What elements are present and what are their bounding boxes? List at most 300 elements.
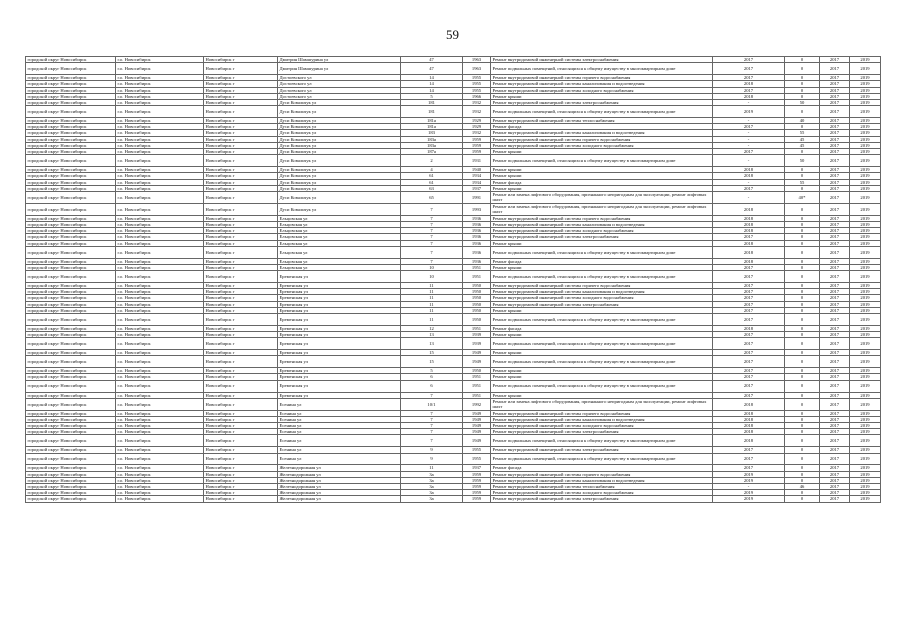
work-type-cell: Ремонт крыши [491,307,713,313]
wear-cell: 0 [785,429,820,435]
city-cell: Новосибирск г [204,130,278,136]
street-cell: Дуси Ковальчук ул [278,118,401,124]
end-year-cell: 2019 [850,155,881,167]
work-type-cell: Ремонт внутридомовой инженерной системы холодного водоснабжения [491,295,713,301]
city-cell: Новосибирск г [204,57,278,63]
district-cell: г.о. Новосибирск [116,142,204,148]
wear-cell: 0 [785,392,820,398]
planned-year-cell: 2017 [713,271,785,283]
work-type-cell: Ремонт подвальных помещений, относящихся к общему имуществу в многоквартирном доме [491,453,713,465]
wear-cell: 0 [785,350,820,356]
wear-cell: 50 [785,155,820,167]
work-type-cell: Ремонт внутридомовой инженерной системы канализования и водоотведения [491,416,713,422]
district-cell: г.о. Новосибирск [116,325,204,331]
municipality-cell: городской округ Новосибирск [26,350,116,356]
city-cell: Новосибирск г [204,258,278,264]
municipality-cell: городской округ Новосибирск [26,118,116,124]
municipality-cell: городской округ Новосибирск [26,282,116,288]
build-year-cell: 1959 [463,149,491,155]
end-year-cell: 2019 [850,93,881,99]
table-row [26,356,881,368]
municipality-cell: городской округ Новосибирск [26,63,116,75]
planned-year-cell: 2018 [713,398,785,410]
end-year-cell: 2019 [850,264,881,270]
build-year-cell: 1949 [463,356,491,368]
district-cell: г.о. Новосибирск [116,380,204,392]
build-year-cell: 1950 [463,307,491,313]
work-type-cell: Ремонт крыши [491,392,713,398]
street-cell: Достоевского ул [278,93,401,99]
work-type-cell: Ремонт крыши [491,350,713,356]
city-cell: Новосибирск г [204,63,278,75]
street-cell: Дуси Ковальчук ул [278,130,401,136]
city-cell: Новосибирск г [204,356,278,368]
district-cell: г.о. Новосибирск [116,81,204,87]
planned-year-cell: 2019 [713,496,785,502]
street-cell: Дмитрия Шамшурина ул [278,57,401,63]
municipality-cell: городской округ Новосибирск [26,325,116,331]
start-year-cell: 2017 [820,185,850,191]
work-type-cell: Ремонт подвальных помещений, относящихся к общему имуществу в многоквартирном доме [491,356,713,368]
build-year-cell: 1993 [463,203,491,215]
wear-cell: 0 [785,173,820,179]
house-number-cell: 4 [401,167,463,173]
build-year-cell: 1959 [463,484,491,490]
wear-cell: 55 [785,179,820,185]
district-cell: г.о. Новосибирск [116,435,204,447]
planned-year-cell: 2017 [713,63,785,75]
street-cell: Есенина ул [278,435,401,447]
city-cell: Новосибирск г [204,410,278,416]
wear-cell: 0 [785,271,820,283]
planned-year-cell: - [713,179,785,185]
work-type-cell: Ремонт или замена лифтового оборудования, признанного непригодным для эксплуатации, ремонт лифтовых шахт [491,203,713,215]
start-year-cell: 2017 [820,471,850,477]
build-year-cell: 1951 [463,271,491,283]
build-year-cell: 1963 [463,57,491,63]
planned-year-cell: 2017 [713,264,785,270]
municipality-cell: городской округ Новосибирск [26,447,116,453]
street-cell: Достоевского ул [278,75,401,81]
start-year-cell: 2017 [820,282,850,288]
wear-cell: 0 [785,63,820,75]
house-number-cell: 47 [401,57,463,63]
build-year-cell: 1949 [463,350,491,356]
start-year-cell: 2017 [820,416,850,422]
house-number-cell: 11 [401,465,463,471]
end-year-cell: 2019 [850,338,881,350]
end-year-cell: 2019 [850,490,881,496]
district-cell: г.о. Новосибирск [116,93,204,99]
planned-year-cell: - [713,136,785,142]
wear-cell: 0 [785,289,820,295]
build-year-cell: 1951 [463,374,491,380]
street-cell: Дуси Ковальчук ул [278,149,401,155]
end-year-cell: 2019 [850,191,881,203]
table-row [26,453,881,465]
street-cell: Достоевского ул [278,81,401,87]
wear-cell: 0 [785,240,820,246]
build-year-cell: 1937 [463,465,491,471]
district-cell: г.о. Новосибирск [116,106,204,118]
end-year-cell: 2019 [850,118,881,124]
municipality-cell: городской округ Новосибирск [26,99,116,105]
district-cell: г.о. Новосибирск [116,447,204,453]
end-year-cell: 2019 [850,410,881,416]
planned-year-cell: 2017 [713,313,785,325]
work-type-cell: Ремонт крыши [491,332,713,338]
district-cell: г.о. Новосибирск [116,203,204,215]
city-cell: Новосибирск г [204,185,278,191]
planned-year-cell: - [713,484,785,490]
city-cell: Новосибирск г [204,465,278,471]
table-row [26,435,881,447]
district-cell: г.о. Новосибирск [116,282,204,288]
municipality-cell: городской округ Новосибирск [26,484,116,490]
end-year-cell: 2019 [850,374,881,380]
planned-year-cell: 2017 [713,332,785,338]
table-row [26,380,881,392]
municipality-cell: городской округ Новосибирск [26,228,116,234]
municipality-cell: городской округ Новосибирск [26,167,116,173]
build-year-cell: 1929 [463,124,491,130]
start-year-cell: 2017 [820,87,850,93]
work-type-cell: Ремонт внутридомовой инженерной системы канализования и водоотведения [491,477,713,483]
district-cell: г.о. Новосибирск [116,496,204,502]
street-cell: Есенина ул [278,453,401,465]
start-year-cell: 2017 [820,477,850,483]
city-cell: Новосибирск г [204,155,278,167]
work-type-cell: Ремонт внутридомовой инженерной системы канализования и водоотведения [491,81,713,87]
municipality-cell: городской округ Новосибирск [26,87,116,93]
wear-cell: 45 [785,136,820,142]
street-cell: Еременская ул [278,392,401,398]
wear-cell: 0 [785,301,820,307]
municipality-cell: городской округ Новосибирск [26,490,116,496]
house-number-cell: 9 [401,453,463,465]
start-year-cell: 2017 [820,484,850,490]
end-year-cell: 2019 [850,173,881,179]
city-cell: Новосибирск г [204,99,278,105]
table-row [26,338,881,350]
city-cell: Новосибирск г [204,307,278,313]
work-type-cell: Ремонт или замена лифтового оборудования, признанного непригодным для эксплуатации, ремонт лифтовых шахт [491,191,713,203]
planned-year-cell: - [713,142,785,148]
planned-year-cell: 2017 [713,447,785,453]
street-cell: Еременская ул [278,301,401,307]
house-number-cell: 14 [401,81,463,87]
municipality-cell: городской округ Новосибирск [26,57,116,63]
municipality-cell: городской округ Новосибирск [26,465,116,471]
municipality-cell: городской округ Новосибирск [26,356,116,368]
street-cell: Дуси Ковальчук ул [278,203,401,215]
city-cell: Новосибирск г [204,325,278,331]
work-type-cell: Ремонт внутридомовой инженерной системы электроснабжения [491,234,713,240]
wear-cell: 0 [785,167,820,173]
district-cell: г.о. Новосибирск [116,410,204,416]
end-year-cell: 2019 [850,471,881,477]
city-cell: Новосибирск г [204,142,278,148]
start-year-cell: 2017 [820,490,850,496]
start-year-cell: 2017 [820,99,850,105]
start-year-cell: 2017 [820,258,850,264]
planned-year-cell: 2017 [713,124,785,130]
planned-year-cell: 2017 [713,185,785,191]
build-year-cell: 1963 [463,63,491,75]
planned-year-cell: 2018 [713,81,785,87]
district-cell: г.о. Новосибирск [116,271,204,283]
planned-year-cell: 2019 [713,106,785,118]
street-cell: Ельцовская ул [278,228,401,234]
district-cell: г.о. Новосибирск [116,57,204,63]
city-cell: Новосибирск г [204,490,278,496]
house-number-cell: 7 [401,221,463,227]
street-cell: Дуси Ковальчук ул [278,155,401,167]
municipality-cell: городской округ Новосибирск [26,221,116,227]
municipality-cell: городской округ Новосибирск [26,155,116,167]
municipality-cell: городской округ Новосибирск [26,185,116,191]
street-cell: Дуси Ковальчук ул [278,106,401,118]
planned-year-cell: 2018 [713,416,785,422]
start-year-cell: 2017 [820,246,850,258]
municipality-cell: городской округ Новосибирск [26,423,116,429]
wear-cell: 0 [785,57,820,63]
house-number-cell: 183а [401,136,463,142]
planned-year-cell: 2017 [713,350,785,356]
build-year-cell: 1934 [463,173,491,179]
end-year-cell: 2019 [850,221,881,227]
district-cell: г.о. Новосибирск [116,240,204,246]
end-year-cell: 2019 [850,301,881,307]
street-cell: Железнодорожная ул [278,471,401,477]
wear-cell: 0 [785,234,820,240]
city-cell: Новосибирск г [204,240,278,246]
city-cell: Новосибирск г [204,106,278,118]
street-cell: Ельцовская ул [278,234,401,240]
house-number-cell: 9 [401,447,463,453]
start-year-cell: 2017 [820,155,850,167]
wear-cell: 0 [785,490,820,496]
planned-year-cell: 2017 [713,374,785,380]
wear-cell: 0 [785,221,820,227]
end-year-cell: 2019 [850,87,881,93]
start-year-cell: 2017 [820,410,850,416]
end-year-cell: 2019 [850,484,881,490]
end-year-cell: 2019 [850,332,881,338]
wear-cell: 0 [785,282,820,288]
house-number-cell: 6 [401,374,463,380]
planned-year-cell: - [713,130,785,136]
district-cell: г.о. Новосибирск [116,63,204,75]
district-cell: г.о. Новосибирск [116,215,204,221]
street-cell: Железнодорожная ул [278,490,401,496]
work-type-cell: Ремонт подвальных помещений, относящихся к общему имуществу в многоквартирном доме [491,313,713,325]
build-year-cell: 1936 [463,228,491,234]
work-type-cell: Ремонт внутридомовой инженерной системы электроснабжения [491,447,713,453]
street-cell: Дуси Ковальчук ул [278,191,401,203]
district-cell: г.о. Новосибирск [116,124,204,130]
start-year-cell: 2017 [820,173,850,179]
build-year-cell: 1936 [463,221,491,227]
work-type-cell: Ремонт крыши [491,374,713,380]
end-year-cell: 2019 [850,81,881,87]
wear-cell: 0 [785,453,820,465]
street-cell: Дуси Ковальчук ул [278,173,401,179]
municipality-cell: городской округ Новосибирск [26,368,116,374]
house-number-cell: 65 [401,191,463,203]
work-type-cell: Ремонт крыши [491,368,713,374]
city-cell: Новосибирск г [204,264,278,270]
house-number-cell: 183а [401,142,463,148]
work-type-cell: Ремонт внутридомовой инженерной системы канализования и водоотведения [491,130,713,136]
municipality-cell: городской округ Новосибирск [26,301,116,307]
street-cell: Дуси Ковальчук ул [278,99,401,105]
district-cell: г.о. Новосибирск [116,398,204,410]
municipality-cell: городской округ Новосибирск [26,149,116,155]
municipality-cell: городской округ Новосибирск [26,234,116,240]
planned-year-cell: 2017 [713,149,785,155]
planned-year-cell: 2018 [713,410,785,416]
end-year-cell: 2019 [850,130,881,136]
end-year-cell: 2019 [850,228,881,234]
house-number-cell: 3а [401,471,463,477]
planned-year-cell: 2018 [713,215,785,221]
work-type-cell: Ремонт внутридомовой инженерной системы горячего водоснабжения [491,282,713,288]
district-cell: г.о. Новосибирск [116,264,204,270]
start-year-cell: 2017 [820,338,850,350]
work-type-cell: Ремонт внутридомовой инженерной системы электроснабжения [491,99,713,105]
wear-cell: 0 [785,264,820,270]
district-cell: г.о. Новосибирск [116,465,204,471]
house-number-cell: 61 [401,173,463,179]
end-year-cell: 2019 [850,234,881,240]
city-cell: Новосибирск г [204,338,278,350]
end-year-cell: 2019 [850,295,881,301]
start-year-cell: 2017 [820,81,850,87]
street-cell: Есенина ул [278,416,401,422]
start-year-cell: 2017 [820,374,850,380]
municipality-cell: городской округ Новосибирск [26,410,116,416]
street-cell: Еременская ул [278,307,401,313]
work-type-cell: Ремонт внутридомовой инженерной системы электроснабжения [491,301,713,307]
wear-cell: 0 [785,246,820,258]
district-cell: г.о. Новосибирск [116,453,204,465]
district-cell: г.о. Новосибирск [116,350,204,356]
start-year-cell: 2017 [820,368,850,374]
work-type-cell: Ремонт подвальных помещений, относящихся к общему имуществу в многоквартирном доме [491,435,713,447]
district-cell: г.о. Новосибирск [116,118,204,124]
district-cell: г.о. Новосибирск [116,234,204,240]
city-cell: Новосибирск г [204,221,278,227]
work-type-cell: Ремонт фасада [491,465,713,471]
street-cell: Есенина ул [278,429,401,435]
end-year-cell: 2019 [850,57,881,63]
planned-year-cell: - [713,155,785,167]
planned-year-cell: - [713,118,785,124]
street-cell: Дуси Ковальчук ул [278,124,401,130]
work-type-cell: Ремонт крыши [491,264,713,270]
street-cell: Еременская ул [278,295,401,301]
city-cell: Новосибирск г [204,477,278,483]
build-year-cell: 1955 [463,81,491,87]
wear-cell: 0 [785,380,820,392]
wear-cell: 46 [785,484,820,490]
district-cell: г.о. Новосибирск [116,301,204,307]
build-year-cell: 1955 [463,447,491,453]
house-number-cell: 7 [401,203,463,215]
house-number-cell: 11 [401,301,463,307]
work-type-cell: Ремонт фасада [491,258,713,264]
planned-year-cell: 2017 [713,301,785,307]
planned-year-cell: 2017 [713,368,785,374]
start-year-cell: 2017 [820,203,850,215]
end-year-cell: 2019 [850,215,881,221]
street-cell: Дуси Ковальчук ул [278,142,401,148]
city-cell: Новосибирск г [204,435,278,447]
street-cell: Железнодорожная ул [278,484,401,490]
municipality-cell: городской округ Новосибирск [26,295,116,301]
end-year-cell: 2019 [850,398,881,410]
street-cell: Еременская ул [278,368,401,374]
wear-cell: 0 [785,332,820,338]
end-year-cell: 2019 [850,380,881,392]
build-year-cell: 1949 [463,429,491,435]
municipality-cell: городской округ Новосибирск [26,477,116,483]
end-year-cell: 2019 [850,258,881,264]
municipality-cell: городской округ Новосибирск [26,75,116,81]
table-row [26,496,881,502]
municipality-cell: городской округ Новосибирск [26,471,116,477]
end-year-cell: 2019 [850,142,881,148]
build-year-cell: 1959 [463,471,491,477]
build-year-cell: 1950 [463,368,491,374]
work-type-cell: Ремонт внутридомовой инженерной системы холодного водоснабжения [491,490,713,496]
end-year-cell: 2019 [850,435,881,447]
municipality-cell: городской округ Новосибирск [26,124,116,130]
municipality-cell: городской округ Новосибирск [26,179,116,185]
planned-year-cell: - [713,99,785,105]
start-year-cell: 2017 [820,136,850,142]
start-year-cell: 2017 [820,380,850,392]
municipality-cell: городской округ Новосибирск [26,496,116,502]
end-year-cell: 2019 [850,271,881,283]
house-number-cell: 7 [401,228,463,234]
start-year-cell: 2017 [820,356,850,368]
house-number-cell: 11 [401,295,463,301]
end-year-cell: 2019 [850,185,881,191]
house-number-cell: 7 [401,246,463,258]
street-cell: Еременская ул [278,338,401,350]
work-type-cell: Ремонт крыши [491,240,713,246]
start-year-cell: 2017 [820,221,850,227]
municipality-cell: городской округ Новосибирск [26,130,116,136]
planned-year-cell: 2018 [713,435,785,447]
district-cell: г.о. Новосибирск [116,332,204,338]
house-number-cell: 10/1 [401,398,463,410]
build-year-cell: 1966 [463,93,491,99]
work-type-cell: Ремонт крыши [491,173,713,179]
street-cell: Есенина ул [278,423,401,429]
city-cell: Новосибирск г [204,118,278,124]
start-year-cell: 2017 [820,234,850,240]
build-year-cell: 1959 [463,477,491,483]
planned-year-cell: 2017 [713,380,785,392]
wear-cell: 0 [785,447,820,453]
planned-year-cell: 2017 [713,465,785,471]
wear-cell: 0 [785,423,820,429]
house-number-cell: 3а [401,477,463,483]
city-cell: Новосибирск г [204,416,278,422]
